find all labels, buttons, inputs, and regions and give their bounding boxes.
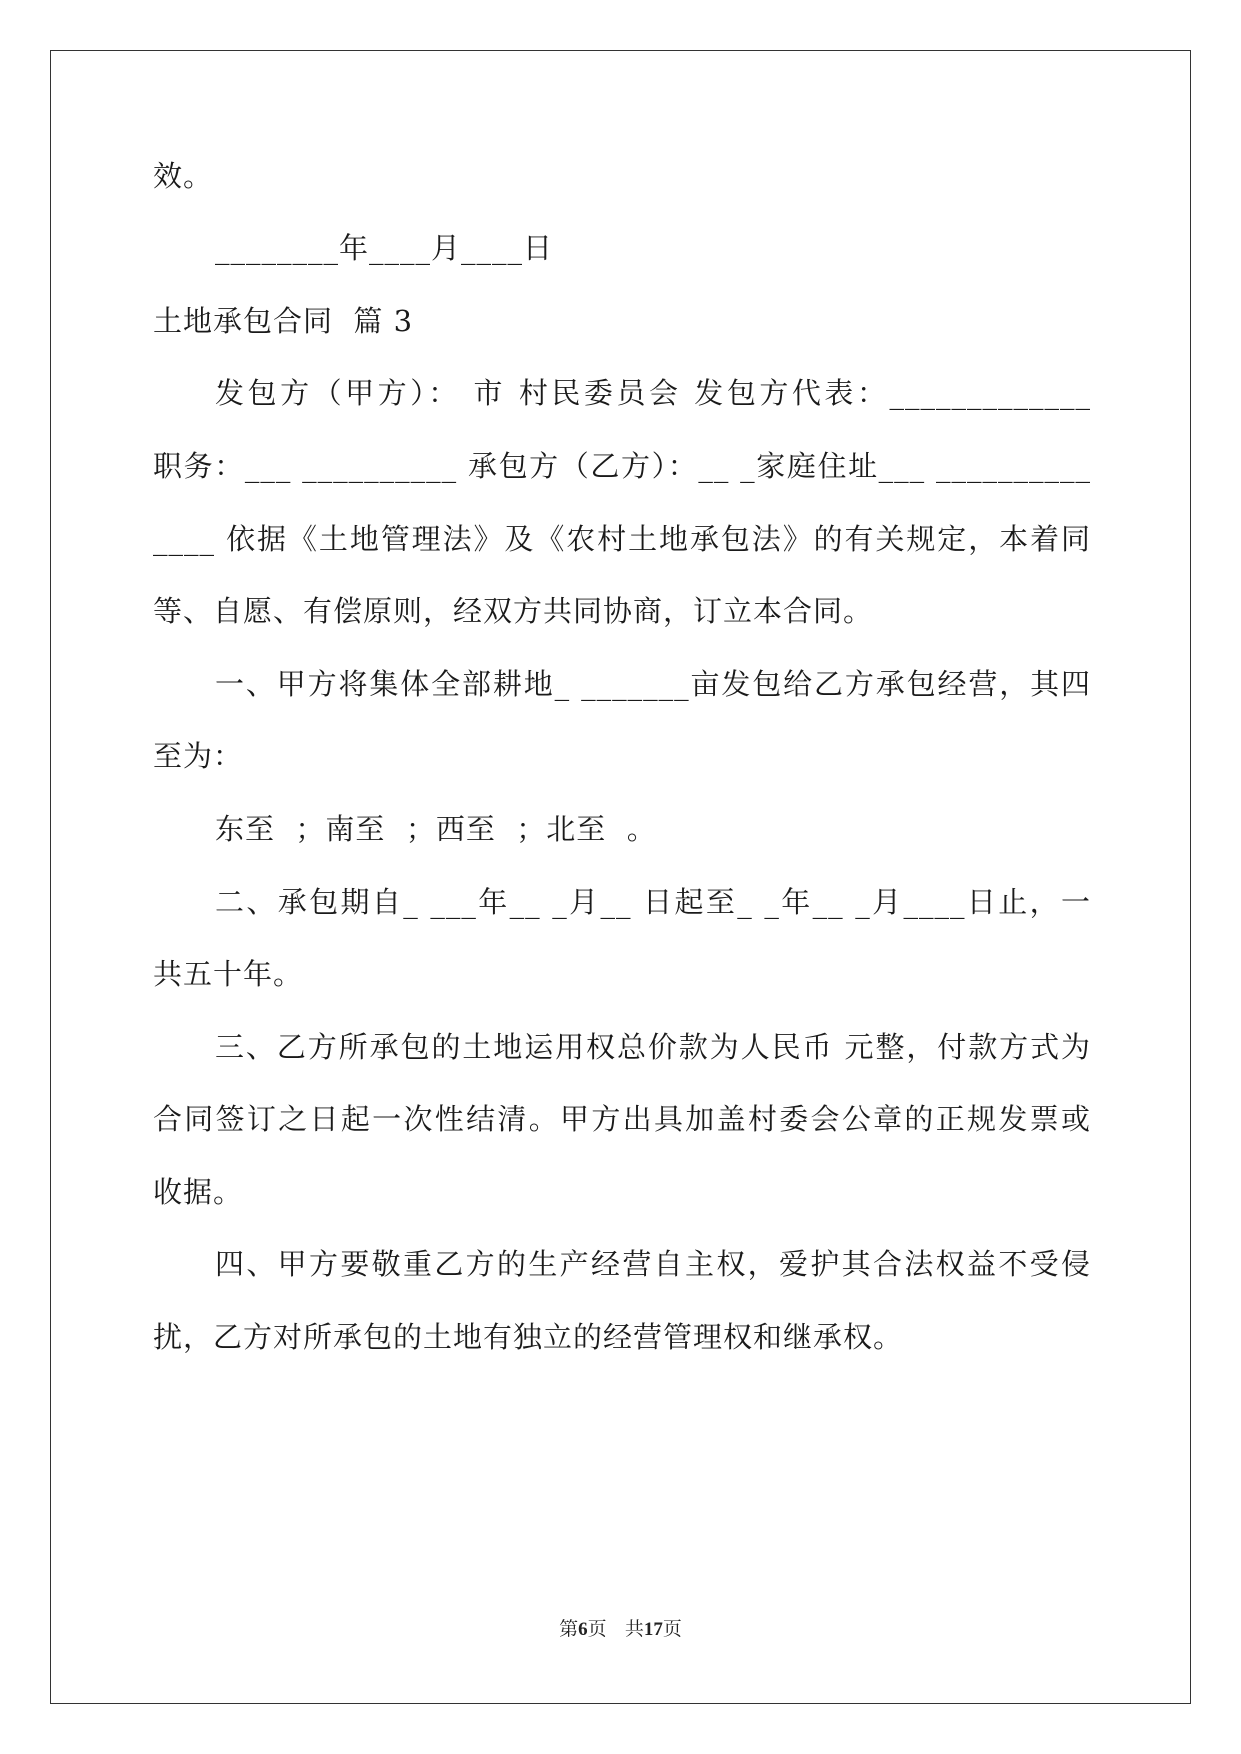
footer-page-suffix: 页	[587, 1618, 607, 1640]
text-line-13: 三、乙方所承包的土地运用权总价款为人民币 元整，付款方式为	[215, 1030, 1091, 1064]
text-line-15: 收据。	[153, 1175, 244, 1209]
text-line-16: 四、甲方要敬重乙方的生产经营自主权，爱护其合法权益不受侵	[215, 1247, 1091, 1281]
text-line-17: 扰，乙方对所承包的土地有独立的经营管理权和继承权。	[153, 1320, 904, 1354]
footer-total-pages: 17	[643, 1619, 663, 1640]
text-line-8: 一、甲方将集体全部耕地_ _______亩发包给乙方承包经营，其四	[215, 667, 1091, 701]
page-border	[50, 50, 1191, 1704]
section-title: 土地承包合同 篇 3	[153, 304, 414, 338]
text-line-14: 合同签订之日起一次性结清。甲方出具加盖村委会公章的正规发票或	[153, 1102, 1091, 1136]
text-line-7: 等、自愿、有偿原则，经双方共同协商，订立本合同。	[153, 594, 874, 628]
text-line-10: 东至 ；南至 ；西至 ；北至 。	[215, 812, 657, 846]
date-line: ________年____月____日	[215, 231, 554, 265]
footer-total-prefix: 共	[624, 1618, 644, 1640]
text-line-9: 至为：	[153, 739, 244, 773]
footer-prefix: 第	[559, 1618, 579, 1640]
page-footer	[0, 1614, 1241, 1641]
footer-page-number: 6	[578, 1619, 588, 1640]
text-line-5: 职务：___ __________ 承包方（乙方）：__ _家庭住址___ __________	[153, 449, 1091, 483]
text-line-4: 发包方（甲方）： 市 村民委员会 发包方代表：_____________	[215, 376, 1091, 410]
text-line-6: ____ 依据《土地管理法》及《农村土地承包法》的有关规定，本着同	[153, 522, 1091, 556]
text-line-11: 二、承包期自_ ___年__ _月__ 日起至_ _年__ _月____日止，一	[215, 885, 1091, 919]
text-line-12: 共五十年。	[153, 957, 304, 991]
text-line-1: 效。	[153, 159, 214, 193]
footer-total-suffix: 页	[662, 1618, 682, 1640]
